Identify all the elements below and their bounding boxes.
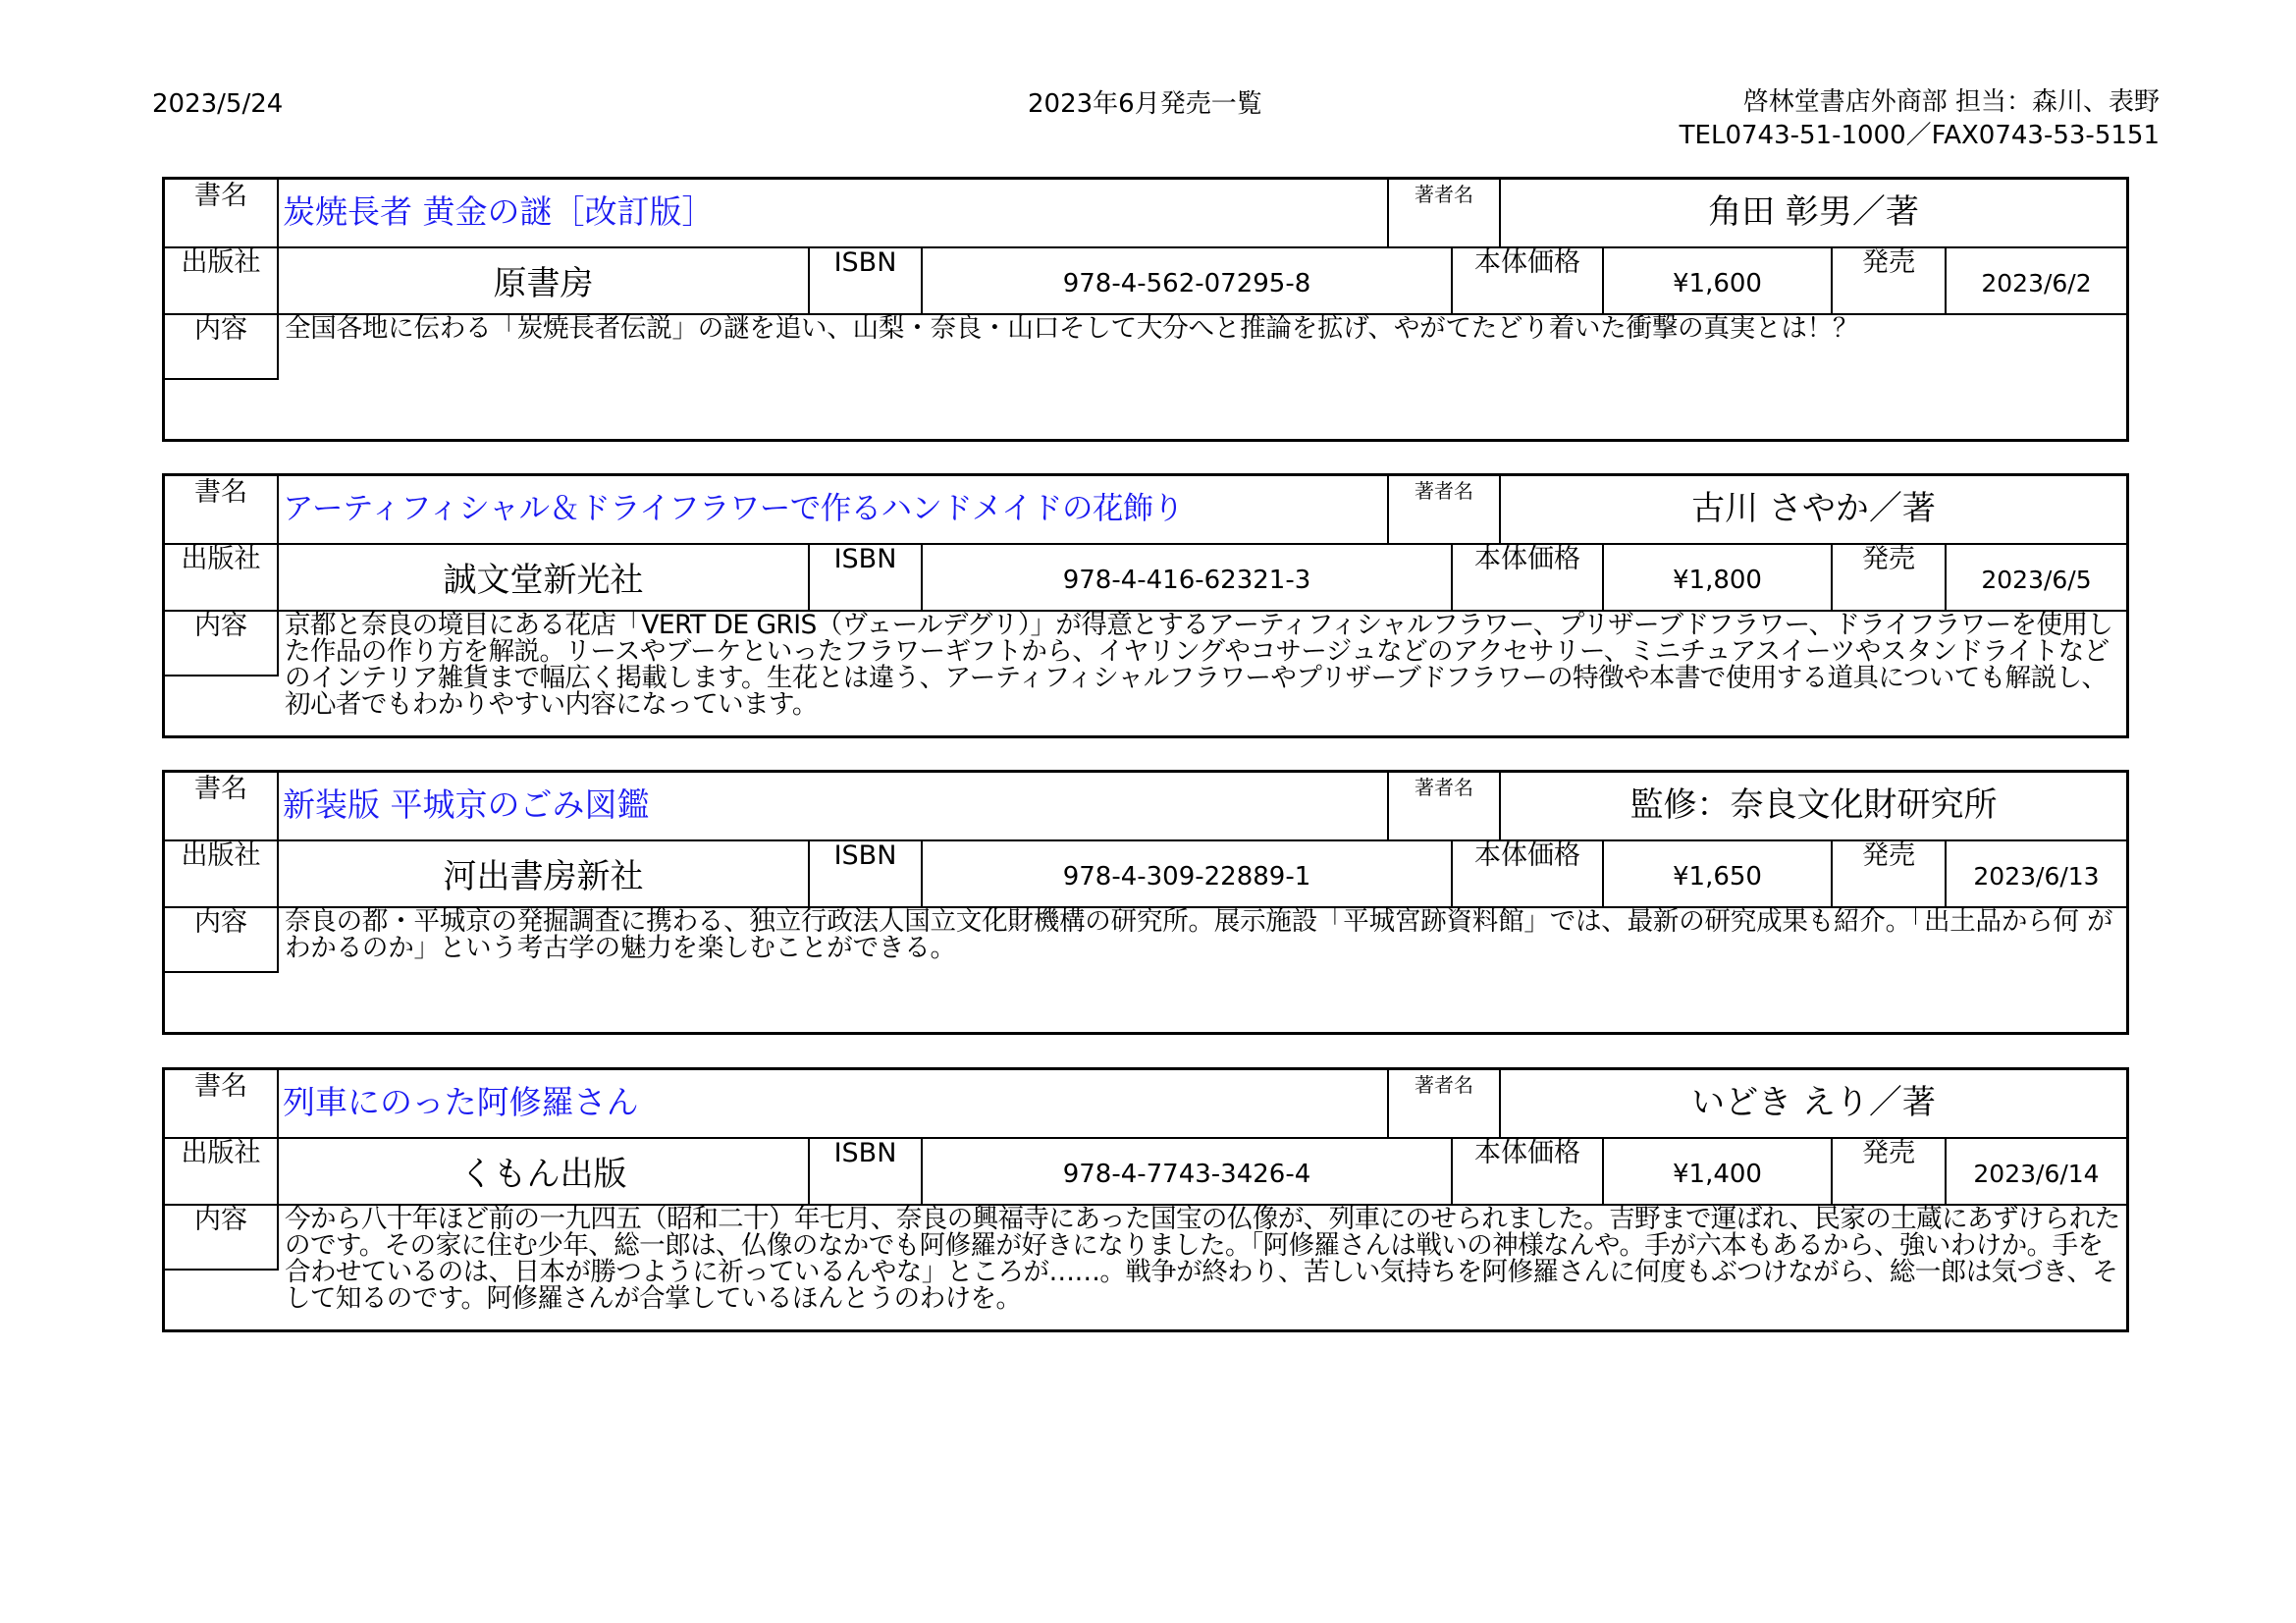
author-name: 監修：奈良文化財研究所 [1629,785,1998,825]
price-label: 本体価格 [1453,246,1604,313]
isbn-value: 978-4-7743-3426-4 [923,1137,1453,1204]
price-label: 本体価格 [1453,1137,1604,1204]
content-label: 内容 [165,610,279,676]
document-title: 2023年6月発売一覧 [1028,89,1262,119]
publisher-label: 出版社 [165,839,279,906]
shop-contact: 啓林堂書店外商部 担当：森川、表野 [1742,87,2160,117]
book-title-label: 書名 [165,180,279,246]
author-label: 著者名 [1389,1070,1501,1137]
book-title-label: 書名 [165,1070,279,1137]
price-value: ¥1,400 [1604,1137,1833,1204]
release-date: 2023/6/13 [1973,862,2100,891]
publisher-name: 誠文堂新光社 [279,543,810,610]
author-label: 著者名 [1389,180,1501,246]
content-text: 今から八十年ほど前の一九四五（昭和二十）年七月、奈良の興福寺にあった国宝の仏像が、列車にのせられました。吉野まで運ばれ、民家の土蔵にあずけられたのです。その家に住む少年、総一郎は、仏像のなかでも阿修羅が好きになりました。「阿修羅さんは戦いの神様なんや。手が六本もあるから、強いわけか。手を合わせているのは、日本が勝つように祈っているんやな」ところが……。戦争が終わり、苦しい気持ちを阿修羅さんに何度もぶつけながら、総一郎は気づき、そして知るのです。阿修羅さんが合掌しているほんとうのわけを。 [285,1204,2120,1314]
book-card [162,1067,2129,1332]
publisher-label: 出版社 [165,543,279,610]
publisher-label: 出版社 [165,246,279,313]
book-title-label: 書名 [165,476,279,543]
isbn-label: ISBN [810,1137,923,1204]
publisher-label: 出版社 [165,1137,279,1204]
book-title: 列車にのった阿修羅さん [279,1070,1389,1137]
isbn-label: ISBN [810,246,923,313]
release-date: 2023/6/5 [1981,566,2092,594]
content-text: 全国各地に伝わる「炭焼長者伝説」の謎を追い、山梨・奈良・山口そして大分へと推論を拡げ、やがてたどり着いた衝撃の真実とは！？ [285,313,1859,344]
isbn-value: 978-4-562-07295-8 [923,246,1453,313]
book-title: 炭焼長者 黄金の謎［改訂版］ [279,180,1389,246]
release-date: 2023/6/2 [1981,269,2092,298]
book-title-label: 書名 [165,773,279,839]
book-title: アーティフィシャル＆ドライフラワーで作るハンドメイドの花飾り [279,476,1389,543]
content-label: 内容 [165,906,279,973]
price-value: ¥1,600 [1604,246,1833,313]
price-value: ¥1,650 [1604,839,1833,906]
release-label: 発売 [1833,246,1947,313]
author-name: 角田 彰男／著 [1708,192,1919,232]
isbn-value: 978-4-309-22889-1 [923,839,1453,906]
price-label: 本体価格 [1453,839,1604,906]
isbn-label: ISBN [810,839,923,906]
content-text: 京都と奈良の境目にある花店「VERT DE GRIS（ヴェールデグリ）」が得意とするアーティフィシャルフラワー、プリザーブドフラワー、ドライフラワーを使用した作品の作り方を解説。リースやブーケといったフラワーギフトから、イヤリングやコサージュなどのアクセサリー、ミニチュアスイーツやスタンドライトなどのインテリア雑貨まで幅広く掲載します。生花とは違う、アーティフィシャルフラワーやプリザーブドフラワーの特徴や本書で使用する道具についても解説し、初心者でもわかりやすい内容になっています。 [285,610,2113,720]
document-date: 2023/5/24 [152,89,284,119]
book-title: 新装版 平城京のごみ図鑑 [279,773,1389,839]
content-text: 奈良の都・平城京の発掘調査に携わる、独立行政法人国立文化財機構の研究所。展示施設「平城宮跡資料館」では、最新の研究成果も紹介。「出土品から何 がわかるのか」という考古学の魅力を楽しむことができる。 [285,906,2113,963]
author-name: いどき えり／著 [1691,1083,1936,1122]
book-card [162,770,2129,1035]
price-value: ¥1,800 [1604,543,1833,610]
publisher-name: 原書房 [279,246,810,313]
release-label: 発売 [1833,1137,1947,1204]
release-label: 発売 [1833,543,1947,610]
release-label: 発売 [1833,839,1947,906]
author-label: 著者名 [1389,476,1501,543]
book-card [162,177,2129,442]
publisher-name: 河出書房新社 [279,839,810,906]
content-label: 内容 [165,313,279,380]
price-label: 本体価格 [1453,543,1604,610]
author-label: 著者名 [1389,773,1501,839]
isbn-value: 978-4-416-62321-3 [923,543,1453,610]
release-date: 2023/6/14 [1973,1160,2100,1188]
publisher-name: くもん出版 [279,1137,810,1204]
author-name: 古川 さやか／著 [1691,489,1936,528]
book-card [162,473,2129,738]
shop-tel-fax: TEL0743-51-1000／FAX0743-53-5151 [1679,121,2160,150]
content-label: 内容 [165,1204,279,1271]
isbn-label: ISBN [810,543,923,610]
